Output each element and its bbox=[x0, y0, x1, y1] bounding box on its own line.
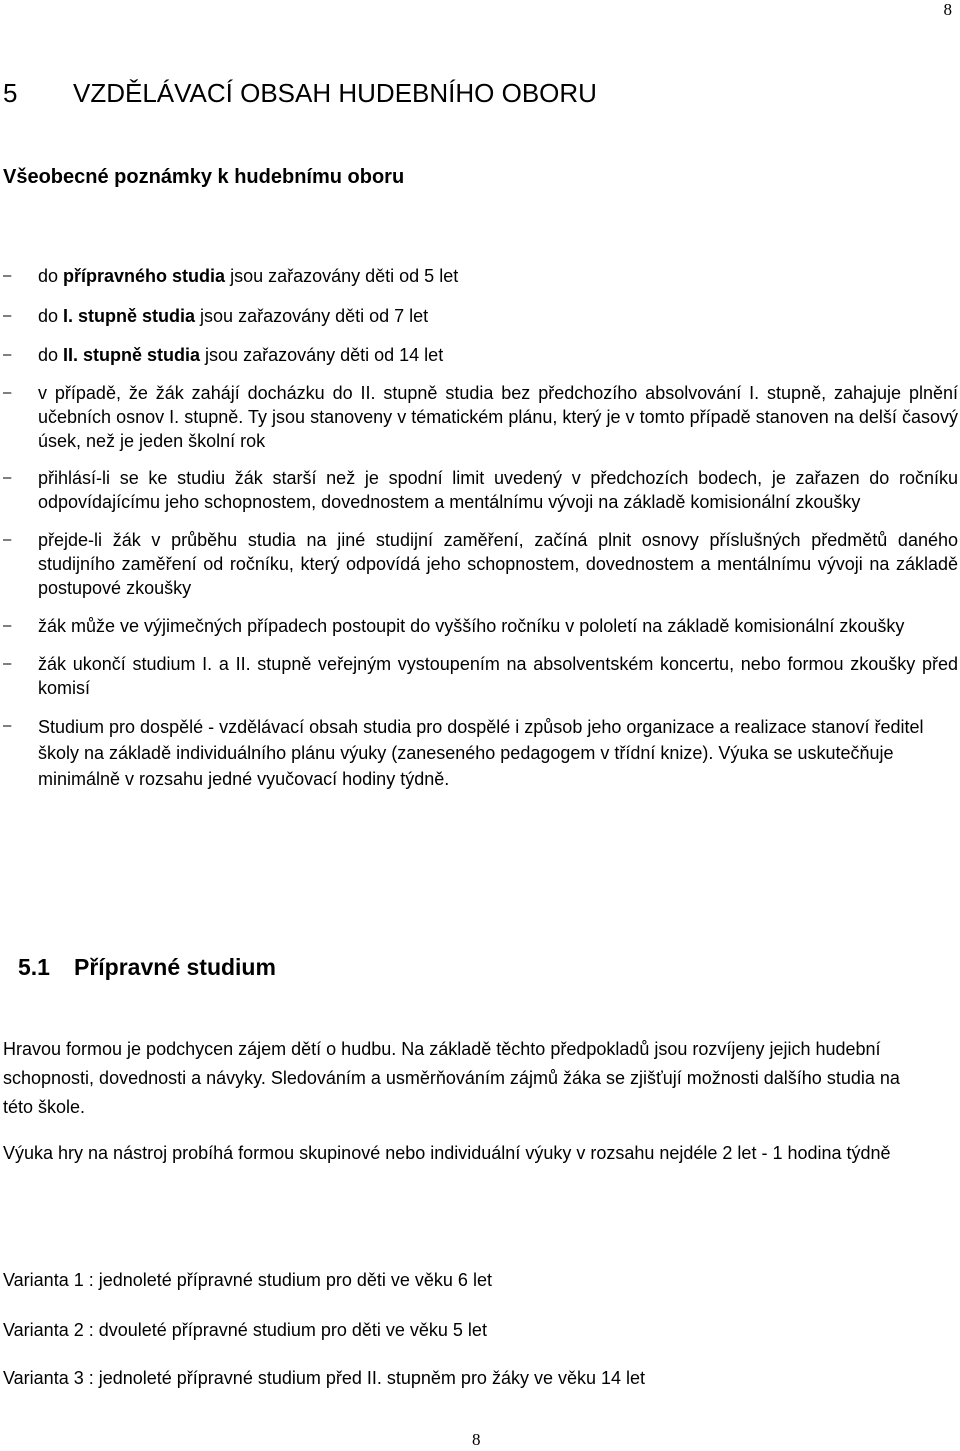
list-item bbox=[0, 714, 960, 792]
dash-bullet-icon: – bbox=[3, 307, 12, 324]
list-item bbox=[0, 343, 960, 367]
list-item-text bbox=[38, 304, 958, 328]
dash-bullet-icon: – bbox=[3, 469, 12, 486]
dash-bullet-icon: – bbox=[3, 384, 12, 401]
variant-1: Varianta 1 : jednoleté přípravné studium pro děti ve věku 6 let bbox=[3, 1270, 492, 1290]
list-item bbox=[0, 614, 960, 638]
list-item bbox=[0, 264, 960, 288]
chapter-number: 5 bbox=[3, 78, 18, 108]
dash-bullet-icon: – bbox=[3, 655, 12, 672]
list-item-text: přihlásí-li se ke studiu žák starší než je spodní limit uvedený v předchozích bodech, je zařazen do ročníku odpovídajícímu jeho schopnostem, dovednostem a mentálnímu vývoji na základě komisionální zkoušky bbox=[38, 468, 958, 512]
list-item-text-post: jsou zařazovány děti od 5 let bbox=[225, 266, 459, 286]
variant-2: Varianta 2 : dvouleté přípravné studium pro děti ve věku 5 let bbox=[3, 1320, 487, 1340]
list-item-text-bold: II. stupně studia bbox=[63, 345, 201, 365]
list-item-text: Studium pro dospělé - vzdělávací obsah studia pro dospělé i způsob jeho organizace a realizace stanoví ředitel školy na základě individuálního plánu výuky (zaneseného pedagogem v třídní knize). Výuka se uskutečňuje minimálně v rozsahu jedné vyučovací hodiny týdně. bbox=[38, 717, 924, 789]
page-number-bottom: 8 bbox=[472, 1430, 481, 1449]
list-item-text: v případě, že žák zahájí docházku do II. stupně studia bez předchozího absolvování I. stupně, zahajuje plnění učebních osnov I. stupně. Ty jsou stanoveny v tématickém plánu, který je v tomto případě stanoven na delší časový úsek, než je jeden školní rok bbox=[38, 383, 958, 451]
variant-3: Varianta 3 : jednoleté přípravné studium před II. stupněm pro žáky ve věku 14 let bbox=[3, 1368, 646, 1388]
list-item-text: přejde-li žák v průběhu studia na jiné studijní zaměření, začíná plnit osnovy příslušných předmětů daného studijního zaměření od ročníku, který odpovídá jeho schopnostem, dovednostem a mentálnímu vývoji na základě postupové zkoušky bbox=[38, 530, 958, 598]
list-item-text-post: jsou zařazovány děti od 7 let bbox=[195, 306, 429, 326]
list-item-text-pre: do bbox=[38, 266, 64, 286]
section-title-text: Přípravné studium bbox=[74, 954, 276, 980]
list-item bbox=[0, 381, 960, 453]
list-item-text: žák může ve výjimečných případech postoupit do vyššího ročníku v pololetí na základě komisionální zkoušky bbox=[38, 616, 905, 636]
list-item bbox=[0, 652, 960, 700]
paragraph-instrument: Výuka hry na nástroj probíhá formou skupinové nebo individuální výuky v rozsahu nejdéle 2 let - 1 hodina týdně bbox=[3, 1143, 891, 1163]
section-subtitle: Všeobecné poznámky k hudebnímu oboru bbox=[3, 166, 405, 188]
list-item-text-pre: do bbox=[38, 306, 64, 326]
list-item-text-pre: do bbox=[38, 345, 64, 365]
dash-bullet-icon: – bbox=[3, 531, 12, 548]
list-item-text bbox=[38, 343, 958, 367]
chapter-title-text: VZDĚLÁVACÍ OBSAH HUDEBNÍHO OBORU bbox=[73, 78, 597, 108]
list-item bbox=[0, 466, 960, 514]
list-item-text: žák ukončí studium I. a II. stupně veřejným vystoupením na absolventském koncertu, nebo formou zkoušky před komisí bbox=[38, 654, 958, 698]
list-item-text-post: jsou zařazovány děti od 14 let bbox=[200, 345, 444, 365]
rules-list bbox=[0, 264, 960, 792]
list-item bbox=[0, 528, 960, 600]
list-item-text-bold: přípravného studia bbox=[63, 266, 226, 286]
paragraph-intro: Hravou formou je podchycen zájem dětí o hudbu. Na základě těchto předpokladů jsou rozvíjeny jejich hudební schopnosti, dovednosti a návyky. Sledováním a usměrňováním zájmů žáka se zjišťují možnosti dalšího studia na této škole. bbox=[3, 1039, 900, 1117]
page-number-top: 8 bbox=[943, 0, 952, 19]
dash-bullet-icon: – bbox=[3, 717, 12, 734]
list-item-text bbox=[38, 264, 958, 288]
list-item bbox=[0, 304, 960, 328]
dash-bullet-icon: – bbox=[3, 346, 12, 363]
chapter-title bbox=[3, 78, 597, 109]
dash-bullet-icon: – bbox=[3, 267, 12, 284]
list-item-text-bold: I. stupně studia bbox=[63, 306, 196, 326]
dash-bullet-icon: – bbox=[3, 617, 12, 634]
section-title bbox=[18, 954, 276, 981]
section-number: 5.1 bbox=[18, 954, 50, 980]
